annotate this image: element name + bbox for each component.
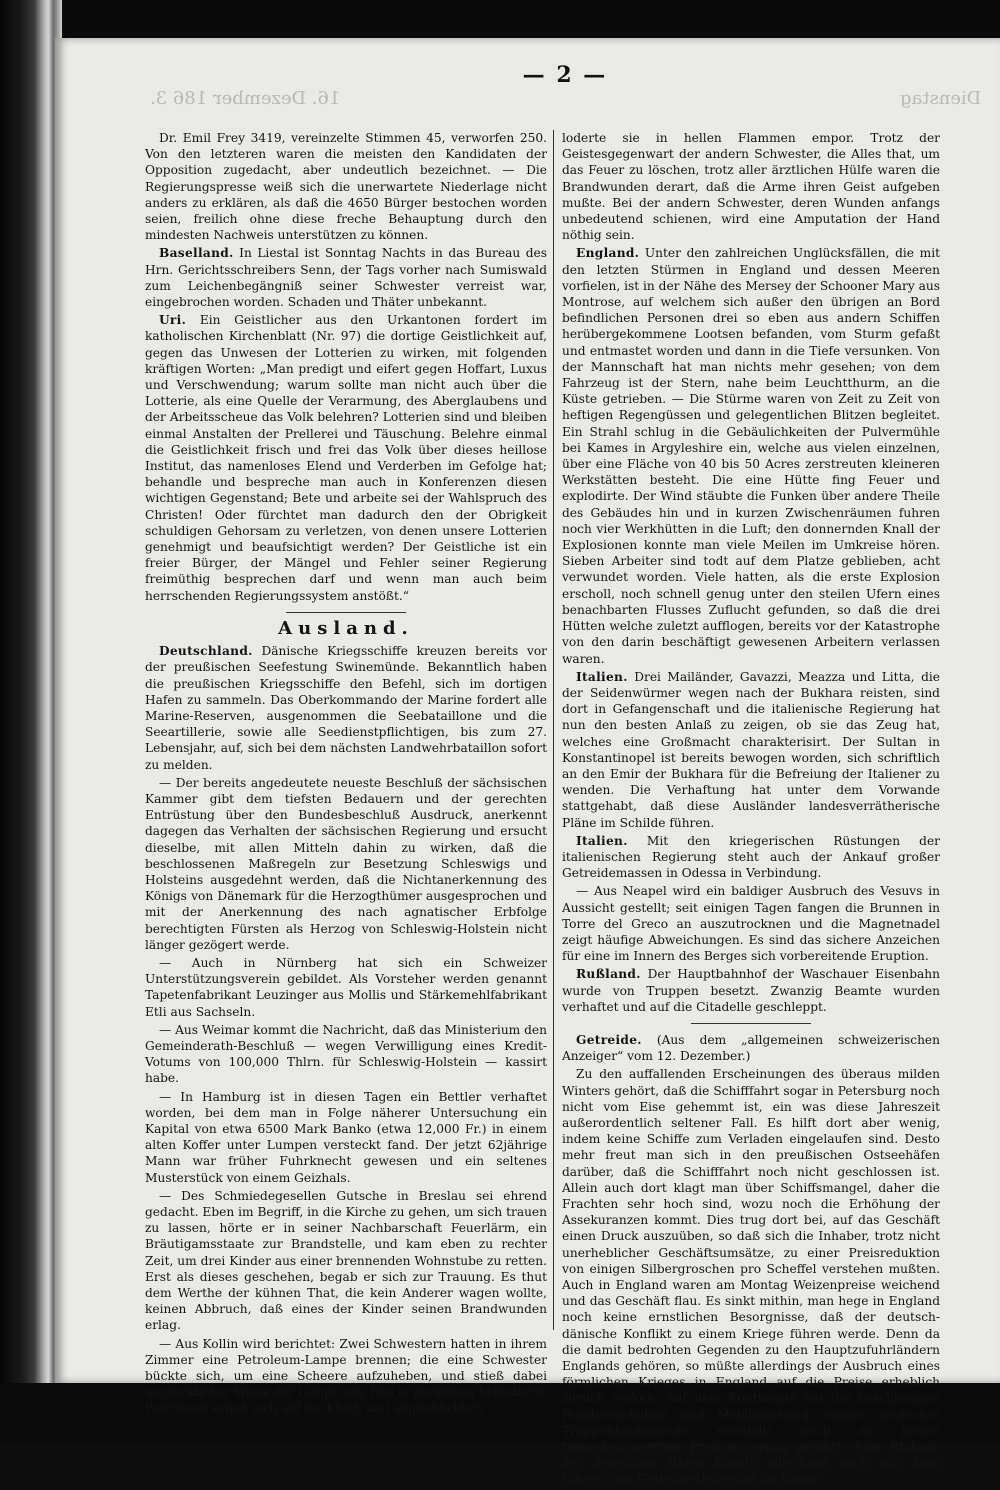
article-text: loderte sie in hellen Flammen empor. Trotz der Geistesgegenwart der andern Schwester, die Alles that, um das Feuer zu löschen, trotz aller ärztlichen Hülfe waren die Brandwunden derart, daß die Arme ihren Geist aufgeben mußte. Bei der andern Schwester, deren Wunden anfangs unbedeutend schienen, wird eine Amputation der Hand nöthig sein. bbox=[562, 131, 940, 243]
section-title: Ausland. bbox=[278, 617, 414, 639]
right-column bbox=[562, 130, 940, 1490]
article-text: Dr. Emil Frey 3419, vereinzelte Stimmen 45, verworfen 250. Von den letzteren waren die meisten den Kandidaten der Opposition zugedacht, aber undeutlich bezeichnet. — Die Regierungspresse weiß sich die unerwartete Niederlage nicht anders zu erklären, als daß die 4650 Bürger bestochen worden seien, freilich ohne diese freche Behauptung durch den mindesten Nachweis unterstützen zu können. bbox=[145, 131, 547, 243]
article-text: Drei Mailänder, Gavazzi, Meazza und Litta, die der Seidenwürmer wegen nach der Bukhara reisten, sind dort in Gefangenschaft und die italienische Regierung hat nun den besten Anlaß zu zeigen, ob sie das Zeug hat, welches eine Großmacht charakterisirt. Der Sultan in Konstantinopel ist bereits bewogen worden, sich schriftlich an den Emir der Bukhara für die Befreiung der Italiener zu wenden. Die Verhaftung hat unter dem Vorwande stattgehabt, daß diese Ausländer landesverrätherische Pläne im Schilde führen. bbox=[562, 669, 941, 830]
right-paragraphs-2 bbox=[562, 1032, 940, 1488]
article-paragraph bbox=[145, 245, 547, 310]
article-paragraph bbox=[145, 130, 547, 243]
article-lead: Italien. bbox=[576, 669, 628, 684]
article-text: — Auch in Nürnberg hat sich ein Schweizer Unterstützungsverein gebildet. Als Vorsteher werden genannt Tapetenfabrikant Leuzinger aus Mollis und Stärkemehlfabrikant Etli aus Sachseln. bbox=[145, 955, 547, 1019]
article-text: Ein Geistlicher aus den Urkantonen fordert im katholischen Kirchenblatt (Nr. 97) die dortige Geistlichkeit auf, gegen das Unwesen der Lotterien zu wirken, mit folgenden kräftigen Worten: „Man predigt und eifert gegen Hoffart, Luxus und Verschwendung; warum sollte man nicht auch über die Lotterie, als eine Quelle der Verarmung, des Aberglaubens und der Arbeitsscheue das Volk belehren? Lotterien sind und bleiben einmal Anstalten der Prellerei und Täuschung. Belehre einmal die Geistlichkeit frisch und frei das Volk über dieses heillose Institut, das namenloses Elend und Verderben im Gefolge hat; behandle und bespreche man auch in Konferenzen diesen wichtigen Gegenstand; Bete und arbeite sei der Wahlspruch des Christen! Oder fürchtet man dadurch den der Obrigkeit schuldigen Gehorsam zu verletzen, von denen unsere Lotterien genehmigt und beaufsichtigt werden? Der Geistliche ist ein freier Bürger, der Mängel und Fehler seiner Regierung freimüthig besprechen darf und wenn man auch beim herrschenden Regierungssystem anstößt.“ bbox=[145, 313, 547, 603]
article-text: Der Hauptbahnhof der Waschauer Eisenbahn wurde von Truppen besetzt. Zwanzig Beamte wurden verhaftet und auf die Citadelle geschleppt. bbox=[562, 967, 941, 1014]
scan-top-margin bbox=[0, 0, 1000, 40]
article-lead: Rußland. bbox=[576, 967, 641, 982]
article-paragraph bbox=[562, 1032, 940, 1064]
bleed-through-date: 16. Dezember 186 3. bbox=[150, 88, 341, 109]
separator-rule bbox=[691, 1023, 811, 1024]
article-text: — In Hamburg ist in diesen Tagen ein Bettler verhaftet worden, bei dem man in Folge näherer Untersuchung ein Kapital von etwa 6500 Mark Banko (etwa 12,000 Fr.) in einem alten Koffer unter Lumpen versteckt fand. Der jetzt 62jährige Mann war früher Fuhrknecht gewesen und ein seltenes Musterstück von einem Geizhals. bbox=[145, 1089, 547, 1185]
bleed-through-weekday: Dienstag bbox=[900, 88, 982, 109]
article-paragraph bbox=[562, 833, 940, 882]
right-paragraphs bbox=[562, 130, 940, 1015]
column-rule bbox=[553, 130, 554, 1330]
separator-rule bbox=[286, 612, 406, 613]
article-paragraph bbox=[562, 245, 940, 666]
article-text: Mit den kriegerischen Rüstungen der italienischen Regierung steht auch der Ankauf großer Getreidemassen in Odessa in Verbindung. bbox=[562, 833, 941, 881]
left-paragraphs-2 bbox=[145, 643, 547, 1417]
article-text: Zu den auffallenden Erscheinungen des überaus milden Winters gehört, daß die Schifffahrt sogar in Petersburg noch nicht vom Eise gehemmt ist, ein was diese Jahreszeit außerordentlich seltener Fall. Es hilft dort aber wenig, indem keine Schiffe zum Verladen eingelaufen sind. Desto mehr freut man sich in den preußischen Ostseehäfen darüber, daß die Schifffahrt noch nicht geschlossen ist. Allein auch dort klagt man über Schiffsmangel, daher die Frachten sehr hoch sind, wozu noch die Erhöhung der Assekuranzen kommt. Dies trug dort bei, auf das Geschäft einen Druck auszuüben, so daß sich die Inhaber, trotz nicht unerheblicher Geschäftsumsätze, zu einer Preisreduktion von einigen Silbergroschen pro Scheffel verstehen mußten. Auch in England waren am Montag Weizenpreise weichend und das Geschäft flau. Es sinkt mithin, man hege in England noch keine ernstlichen Besorgnisse, daß der deutsch-dänische Konflikt zu einem Kriege führen werde. Denn da die damit bedrohten Gegenden zu den Hauptzufuhrländern Englands gehören, so müßte allerdings der Ausbruch eines förmlichen Krieges in England auf die Preise erheblich zurück wirken. Auf dem Kontinente hat die beschlossene Bundesexekution und Mobilmachung einiger deutscher Truppenkontingente ebenfalls noch zu keiner bemerkenswerthen Preissteigerung geführt. Eine Blokade der deutschen Häfen könnte allerdings auch nur dazu führen, den Getreide-Ueberfluß im Lande bbox=[562, 1067, 940, 1487]
page-number: — 2 — bbox=[522, 62, 608, 88]
article-paragraph bbox=[145, 1089, 547, 1186]
article-paragraph bbox=[145, 643, 547, 773]
page-stack-edges bbox=[0, 0, 62, 1443]
article-paragraph bbox=[145, 955, 547, 1020]
article-text: In Liestal ist Sonntag Nachts in das Bureau des Hrn. Gerichtsschreibers Senn, der Tags vorher nach Sumiswald zum Leichenbegängniß seiner Schwester verreist war, eingebrochen worden. Schaden und Thäter unbekannt. bbox=[145, 246, 547, 310]
article-text: — Aus Neapel wird ein baldiger Ausbruch des Vesuvs in Aussicht gestellt; seit einigen Tagen fangen die Brunnen in Torre del Greco an auszutrocknen und die Magnetnadel zeigt häufige Abweichungen. Es sind das sichere Anzeichen für eine im Innern des Berges sich vorbereitende Eruption. bbox=[562, 884, 940, 964]
article-lead: Italien. bbox=[576, 833, 628, 848]
left-column bbox=[145, 130, 547, 1419]
article-paragraph bbox=[562, 669, 940, 831]
article-paragraph bbox=[145, 1022, 547, 1087]
article-text: Dänische Kriegsschiffe kreuzen bereits vor der preußischen Seefestung Swinemünde. Bekanntlich haben die preußischen Kriegsschiffe den Befehl, sich im dortigen Hafen zu sammeln. Das Oberkommando der Marine fordert alle Marine-Reserven, ausgenommen die Seebataillone und die Seeartillerie, sowie alle Seedienstpflichtigen, bis zum 27. Lebensjahr, auf, sich bei dem nächsten Landwehrbataillon sofort zu melden. bbox=[145, 644, 547, 772]
article-text: (Aus dem „allgemeinen schweizerischen Anzeiger“ vom 12. Dezember.) bbox=[562, 1032, 940, 1064]
article-text: Unter den zahlreichen Unglücksfällen, die mit den letzten Stürmen in England und dessen Meeren vorfielen, ist in der Nähe des Mersey der Schooner Mary aus Montrose, auf welchem sich außer den übrigen an Bord befindlichen Personen drei so eben aus andern Schiffen herübergekommene Lootsen befanden, vom Sturm gefaßt und entmastet worden und dann in die Tiefe versunken. Von der Mannschaft hat man nichts mehr gesehen; von dem Fahrzeug ist der Stern, nahe beim Leuchtthurm, an die Küste getrieben. — Die Stürme waren von Zeit zu Zeit von heftigen Regengüssen und gelegentlichen Blitzen begleitet. Ein Strahl schlug in die Gebäulichkeiten der Pulvermühle bei Kames in Argyleshire ein, welche aus vielen einzelnen, über eine Fläche von 40 bis 50 Acres zerstreuten kleineren Werkstätten besteht. Die eine Hütte fing Feuer und explodirte. Der Wind stäubte die Funken über andere Theile des Gebäudes hin und in kurzen Zwischenräumen fuhren noch vier Werkhütten in die Luft; den donnernden Knall der Explosionen konnte man viele Meilen im Umkreise hören. Sieben Arbeiter sind todt auf dem Platze geblieben, acht verwundet worden. Viele hatten, als die erste Explosion erscholl, noch schnell genug unter den steilen Ufern eines benachbarten Flusses Zuflucht gefunden, so daß die drei Hütten welche zuletzt aufflogen, bereits vor der Katastrophe von den darin beschäftigt gewesenen Arbeitern verlassen waren. bbox=[562, 246, 940, 666]
article-text: — Aus Weimar kommt die Nachricht, daß das Ministerium den Gemeinderath-Beschluß — wegen Verwilligung eines Kredit-Votums von 100,000 Thlrn. für Schleswig-Holstein — kassirt habe. bbox=[145, 1022, 547, 1086]
article-paragraph bbox=[562, 1066, 940, 1487]
article-lead: Deutschland. bbox=[159, 644, 253, 659]
article-paragraph bbox=[145, 775, 547, 953]
article-text: — Der bereits angedeutete neueste Beschluß der sächsischen Kammer gibt dem tiefsten Bedauern und der gerechten Entrüstung über den Bundesbeschluß Ausdruck, anerkennt dagegen das Verhalten der sächsischen Regierung und ersucht dieselbe, mit allen Mitteln dahin zu wirken, daß die beschlossenen Maßregeln zur Besetzung Schleswigs und Holsteins ausgedehnt werden, daß die Nichtanerkennung des Königs von Dänemark für die Herzogthümer ausgesprochen und mit der Anerkennung des nach agnatischer Erbfolge berechtigten Fürsten als Herzog von Schleswig-Holstein nicht länger gezögert werde. bbox=[145, 775, 547, 952]
article-text: — Aus Kollin wird berichtet: Zwei Schwestern hatten in ihrem Zimmer eine Petroleum-Lampe brennen; die eine Schwester bückte sich, um eine Scheere aufzuheben, und stieß dabei unglücklicher Weise die Lampe um. Das in derselben befindliche Petroleum ergoß sich auf ihr Kleid, und augenblicklich bbox=[145, 1336, 547, 1416]
article-lead: Getreide. bbox=[576, 1032, 642, 1047]
article-paragraph bbox=[562, 130, 940, 243]
article-text: — Des Schmiedegesellen Gutsche in Breslau sei ehrend gedacht. Eben im Begriff, in die Kirche zu gehen, um sich trauen zu lassen, hörte er in seiner Nachbarschaft Feuerlärm, ein Bräutigamsstaate zur Brandstelle, und kam eben zu rechter Zeit, um drei Kinder aus einer brennenden Wohnstube zu retten. Erst als dieses geschehen, begab er sich zur Trauung. Es thut dem Werthe der kühnen That, die kein Anderer wagen wollte, keinen Abbruch, daß eines der Kinder seinen Brandwunden erlag. bbox=[145, 1188, 547, 1333]
article-paragraph bbox=[145, 1188, 547, 1334]
article-paragraph bbox=[145, 1336, 547, 1417]
article-lead: Uri. bbox=[159, 313, 187, 328]
article-lead: England. bbox=[576, 246, 640, 261]
left-paragraphs bbox=[145, 130, 547, 604]
article-paragraph bbox=[562, 883, 940, 964]
article-lead: Baselland. bbox=[159, 246, 234, 261]
article-paragraph bbox=[562, 966, 940, 1015]
article-paragraph bbox=[145, 312, 547, 604]
